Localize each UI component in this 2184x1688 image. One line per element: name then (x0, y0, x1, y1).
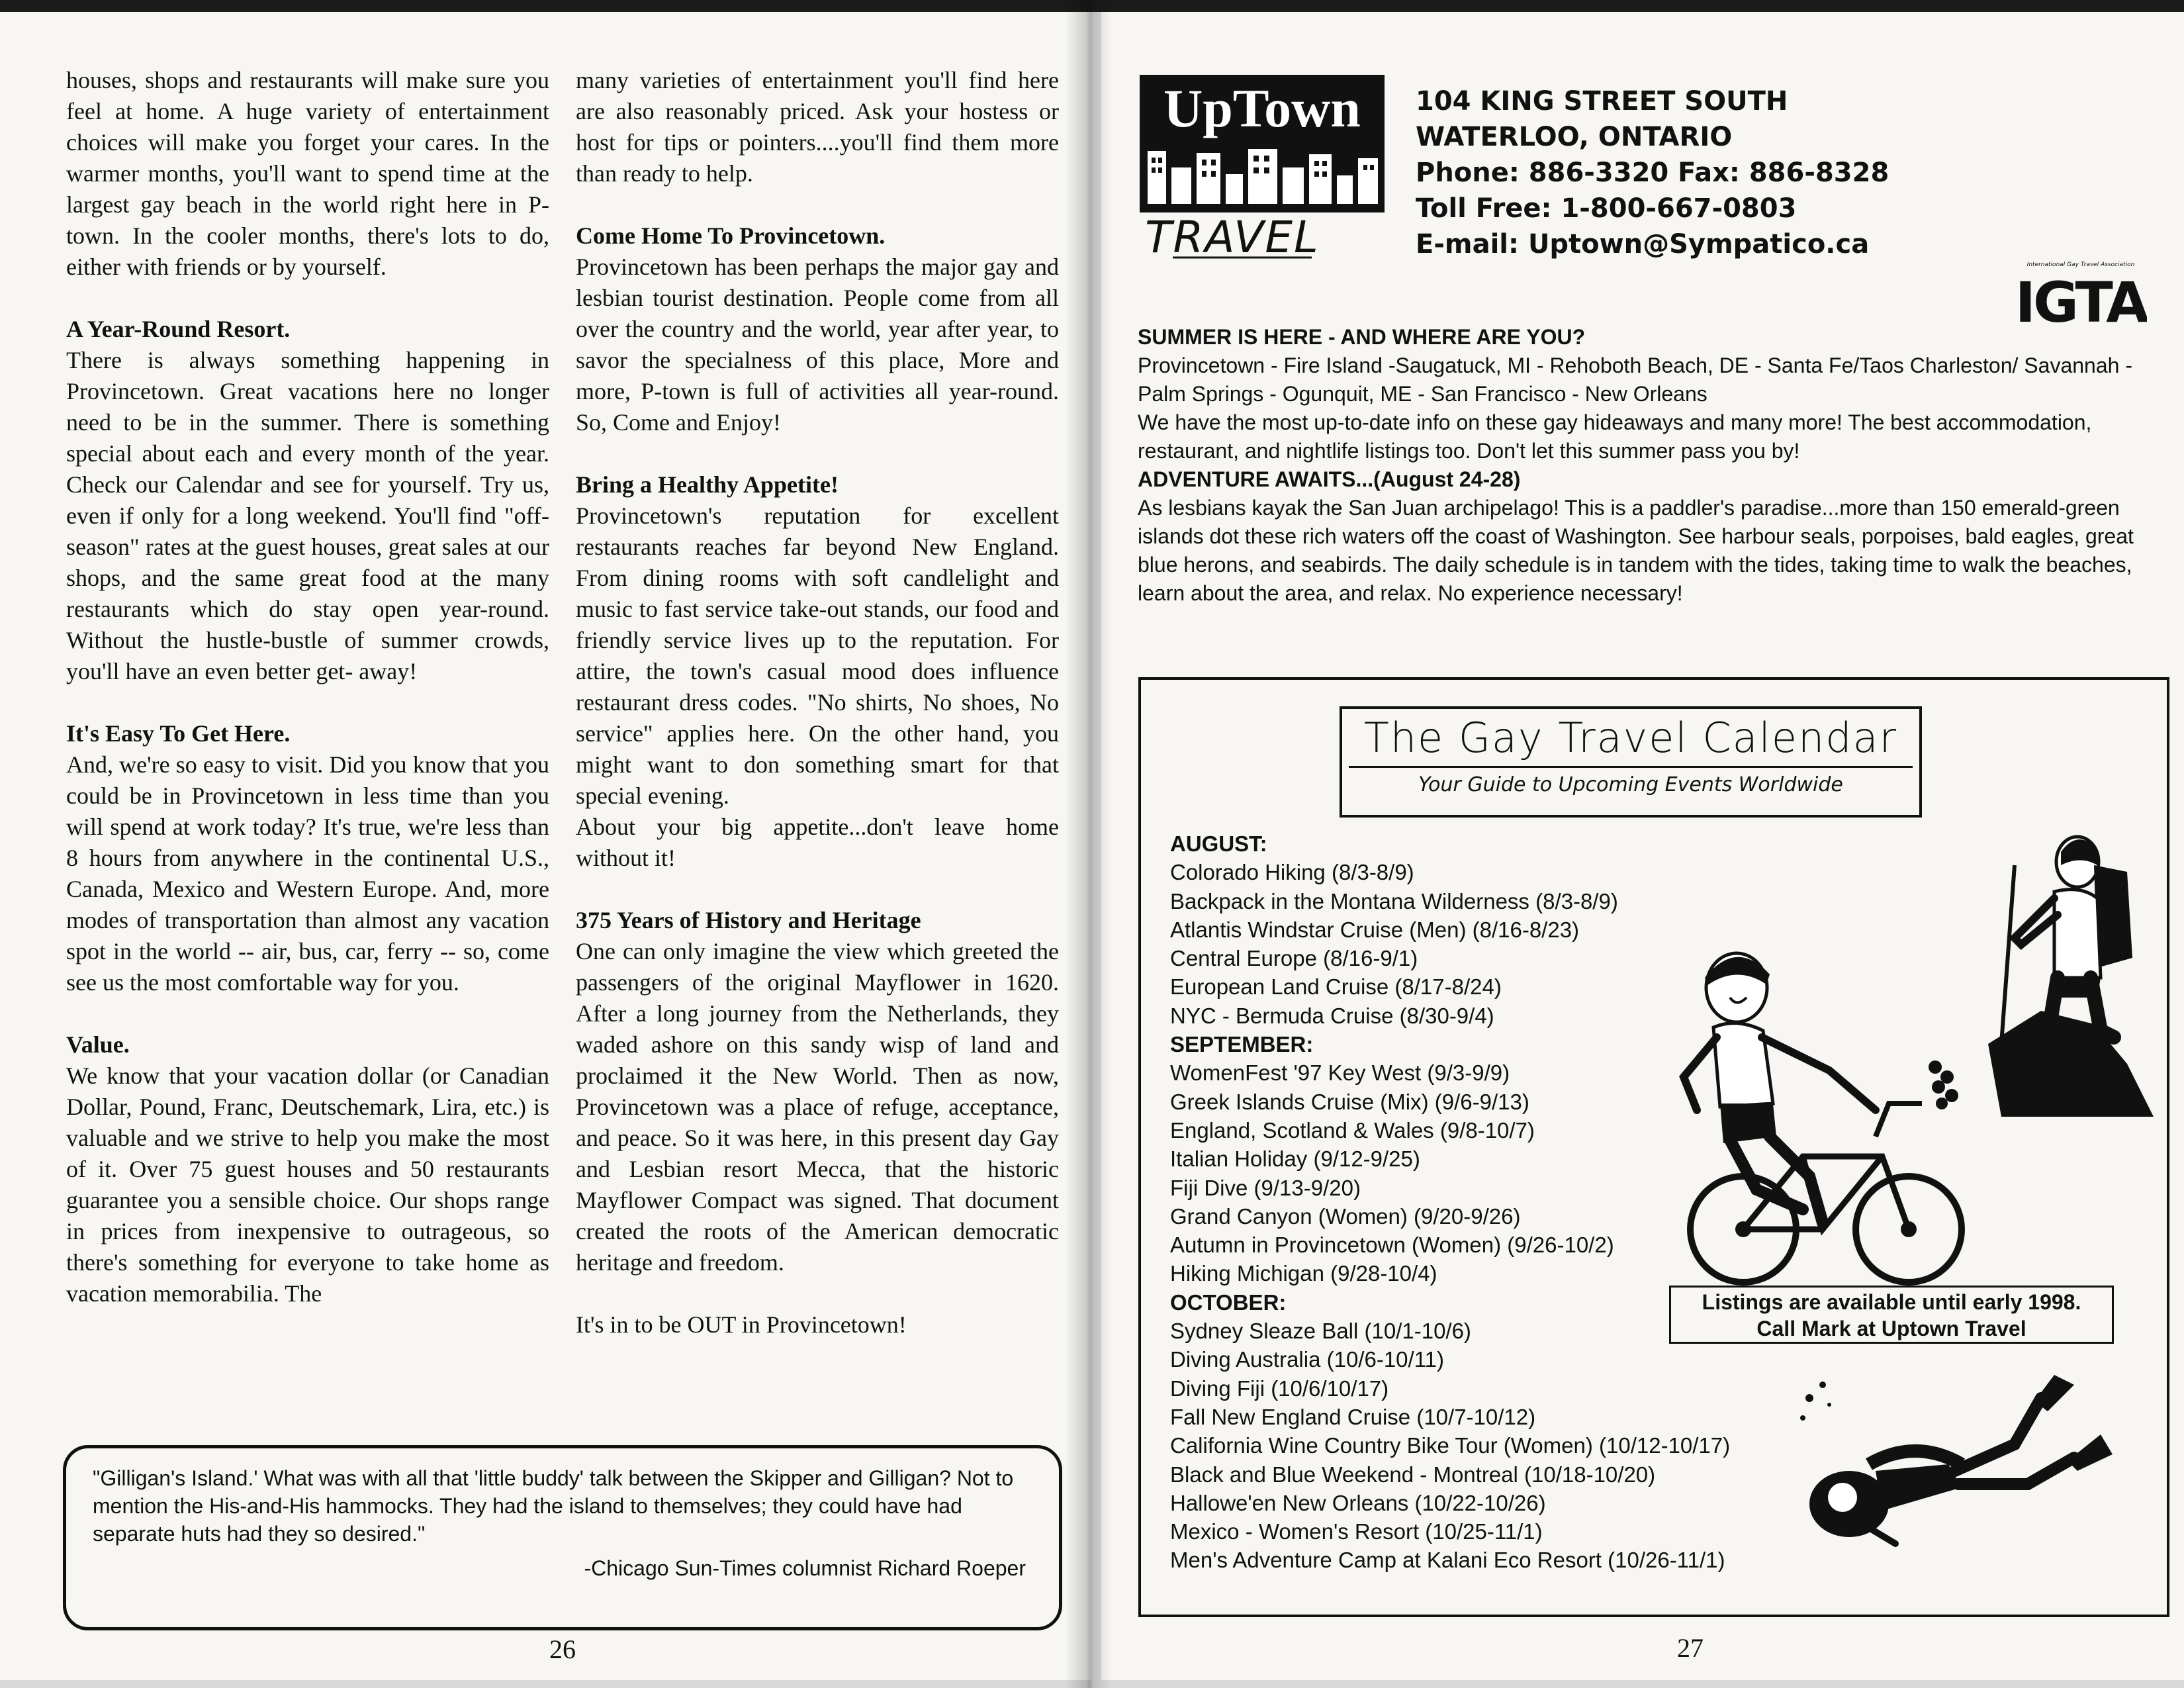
note-line-2: Call Mark at Uptown Travel (1756, 1317, 2026, 1340)
list-item: Grand Canyon (Women) (9/20-9/26) (1170, 1203, 1521, 1229)
uptown-travel-logo (1140, 75, 1385, 267)
summer-destinations: Provincetown - Fire Island -Saugatuck, MI - Rehoboth Beach, DE - Santa Fe/Taos Charleston/ Savannah - Palm Springs - Ogunquit, ME - San Francisco - New Orleans (1138, 353, 2132, 406)
igta-mark: IGTA (2015, 270, 2147, 330)
hiker-illustration (1962, 825, 2154, 1117)
month-august: AUGUST: (1170, 831, 1267, 856)
paragraph-value: We know that your vacation dollar (or Canadian Dollar, Pound, Franc, Deutschemark, Lira, etc.) is valuable and we strive to help you make the most of it. Over 75 guest houses and 50 restaurants guarantee you a sensible choice. Our shops range in prices from inexpensive to outrageous, so there's something for everyone to take home as vacation memorabilia. The (66, 1062, 549, 1307)
list-item: England, Scotland & Wales (9/8-10/7) (1170, 1117, 1535, 1143)
summer-text: We have the most up-to-date info on these gay hideaways and many more! The best accommodation, restaurant, and nightlife listings too. Don't let this summer pass you by! (1138, 410, 2092, 463)
list-item: Black and Blue Weekend - Montreal (10/18-10/20) (1170, 1462, 1656, 1487)
calendar-title-rule (1349, 766, 1913, 768)
list-item: Fiji Dive (9/13-9/20) (1170, 1175, 1361, 1200)
list-item: Fall New England Cruise (10/7-10/12) (1170, 1404, 1536, 1429)
page-27 (1101, 12, 2184, 1680)
paragraph-year-round-resort: There is always something happening in Provincetown. Great vacations here no longer need to be in the summer. There is something special about each and every month of the year. Check our Calendar and see for yourself. Try us, even if only for a long weekend. You'll find "off-season" rates at the guest houses, great sales at our shops, and the same great food at the many restaurants which do stay open year-round. Without the hustle-bustle of summer crowds, you'll have an even better get- away! (66, 347, 549, 684)
paragraph-healthy-appetite: Provincetown's reputation for excellent restaurants reaches far beyond New England. From dining rooms with soft candlelight and music to fast service take-out stands, our food and friendly service lives up to the reputation. For attire, the town's casual mood does influence restaurant dress codes. "No shirts, No shoes, No service" applies here. On the other hand, you might want to don something smart for that special evening. (576, 502, 1059, 809)
article-column-1 (66, 65, 549, 1309)
email: E-mail: Uptown@Sympatico.ca (1416, 229, 1870, 259)
list-item: European Land Cruise (8/17-8/24) (1170, 974, 1502, 1000)
heading-history-heritage: 375 Years of History and Heritage (576, 907, 921, 933)
column-1-intro: houses, shops and restaurants will make sure you feel at home. A huge variety of entertainment choices will make you forget your cares. In the warmer months, you'll want to spend time at the largest gay beach in the world right here in P-town. In the cooler months, there's lots to do, either with friends or by yourself. (66, 67, 549, 280)
closing-line: It's in to be OUT in Provincetown! (576, 1311, 907, 1338)
calendar-title-box (1340, 706, 1922, 818)
contact-block (1416, 83, 1889, 262)
list-item: WomenFest '97 Key West (9/3-9/9) (1170, 1060, 1510, 1086)
info-block (1138, 323, 2170, 608)
list-item: Atlantis Windstar Cruise (Men) (8/16-8/23) (1170, 917, 1580, 942)
page-number-right: 27 (1677, 1633, 1704, 1663)
heading-value: Value. (66, 1031, 130, 1058)
heading-easy-to-get-here: It's Easy To Get Here. (66, 720, 291, 747)
list-item: Italian Holiday (9/12-9/25) (1170, 1147, 1420, 1172)
paragraph-come-home: Provincetown has been perhaps the major gay and lesbian tourist destination. People come from all over the country and the world, year after year, to savor the specialness of this place, More and more, P-town is full of activities all year-round. So, Come and Enjoy! (576, 254, 1059, 436)
list-item: Diving Australia (10/6-10/11) (1170, 1347, 1444, 1372)
list-item: California Wine Country Bike Tour (Women) (10/12-10/17) (1170, 1433, 1731, 1458)
adventure-heading: ADVENTURE AWAITS...(August 24-28) (1138, 467, 1521, 491)
list-item: Colorado Hiking (8/3-8/9) (1170, 860, 1414, 885)
paragraph-easy-to-get-here: And, we're so easy to visit. Did you know that you could be in Provincetown in less time than you will spend at work today? It's true, we're less than 8 hours from anywhere in the continental U.S., Canada, Mexico and Western Europe. And, more modes of transportation than almost any vacation spot in the world -- air, bus, car, ferry -- so, come see us the most comfortable way for you. (66, 751, 549, 996)
list-item: Diving Fiji (10/6/10/17) (1170, 1376, 1389, 1401)
quote-attribution: -Chicago Sun-Times columnist Richard Roeper (584, 1556, 1026, 1580)
paragraph-history-heritage: One can only imagine the view which greeted the passengers of the original Mayflower in 1620. After a long journey from the Netherlands, they waded ashore on this sandy wisp of land and proclaimed it the New World. Then as now, Provincetown was a place of refuge, acceptance, and peace. So it was here, in this present day Gay and Lesbian resort Mecca, that the historic Mayflower Compact was signed. That document created the roots of the American democratic heritage and freedom. (576, 938, 1059, 1276)
note-line-1: Listings are available until early 1998. (1702, 1290, 2081, 1314)
address-line-2: WATERLOO, ONTARIO (1416, 122, 1733, 152)
travel-calendar (1138, 677, 2169, 1617)
igta-logo (2015, 257, 2147, 330)
list-item: Backpack in the Montana Wilderness (8/3-8/9) (1170, 888, 1618, 914)
month-september: SEPTEMBER: (1170, 1032, 1314, 1057)
igta-caption: International Gay Travel Association (2026, 261, 2135, 268)
page-26 (0, 12, 1091, 1680)
article-column-2 (576, 65, 1059, 1340)
list-item: Sydney Sleaze Ball (10/1-10/6) (1170, 1319, 1471, 1344)
paragraph-big-appetite: About your big appetite...don't leave home without it! (576, 814, 1059, 871)
summer-heading: SUMMER IS HERE - AND WHERE ARE YOU? (1138, 325, 1586, 349)
quote-text: "Gilligan's Island.' What was with all that 'little buddy' talk between the Skipper and Gilligan? Not to mention the His-and-His hammocks. They had the island to themselves; they could have had separate huts had they so desired." (93, 1466, 1014, 1546)
heading-year-round-resort: A Year-Round Resort. (66, 316, 291, 342)
page-number-left: 26 (549, 1634, 576, 1664)
month-october: OCTOBER: (1170, 1289, 1287, 1315)
address-line-1: 104 KING STREET SOUTH (1416, 86, 1788, 117)
list-item: Hallowe'en New Orleans (10/22-10/26) (1170, 1490, 1546, 1515)
calendar-listings (1170, 829, 1730, 1575)
list-item: Mexico - Women's Resort (10/25-11/1) (1170, 1519, 1543, 1544)
logo-wordmark: UpTown (1163, 78, 1361, 138)
list-item: Central Europe (8/16-9/1) (1170, 946, 1418, 971)
heading-healthy-appetite: Bring a Healthy Appetite! (576, 471, 839, 498)
list-item: Men's Adventure Camp at Kalani Eco Resort (10/26-11/1) (1170, 1548, 1725, 1573)
logo-travel-word: TRAVEL (1145, 212, 1320, 263)
phone-fax: Phone: 886-3320 Fax: 886-8328 (1416, 158, 1889, 188)
list-item: Autumn in Provincetown (Women) (9/26-10/2) (1170, 1233, 1614, 1258)
list-item: Greek Islands Cruise (Mix) (9/6-9/13) (1170, 1089, 1529, 1114)
adventure-text: As lesbians kayak the San Juan archipelago! This is a paddler's paradise...more than 150 emerald-green islands dot these rich waters off the coast of Washington. See harbour seals, porpoises, bald eagles, great blue herons, and seabirds. The daily schedule is in tandem with the tides, taking time to walk the beaches, learn about the area, and relax. No experience necessary! (1138, 496, 2134, 605)
quote-box (63, 1445, 1062, 1630)
list-item: NYC - Bermuda Cruise (8/30-9/4) (1170, 1003, 1494, 1028)
column-2-intro: many varieties of entertainment you'll find here are also reasonably priced. Ask your hostess or host for tips or pointers....you'll find them more than ready to help. (576, 67, 1059, 187)
toll-free: Toll Free: 1-800-667-0803 (1416, 193, 1797, 224)
cyclist-illustration (1657, 938, 1975, 1295)
calendar-title: The Gay Travel Calendar (1363, 714, 1898, 762)
book-spine (1066, 0, 1112, 1688)
list-item: Hiking Michigan (9/28-10/4) (1170, 1261, 1437, 1286)
scuba-diver-illustration (1763, 1372, 2114, 1557)
heading-come-home: Come Home To Provincetown. (576, 222, 886, 249)
calendar-subtitle: Your Guide to Upcoming Events Worldwide (1418, 773, 1843, 796)
